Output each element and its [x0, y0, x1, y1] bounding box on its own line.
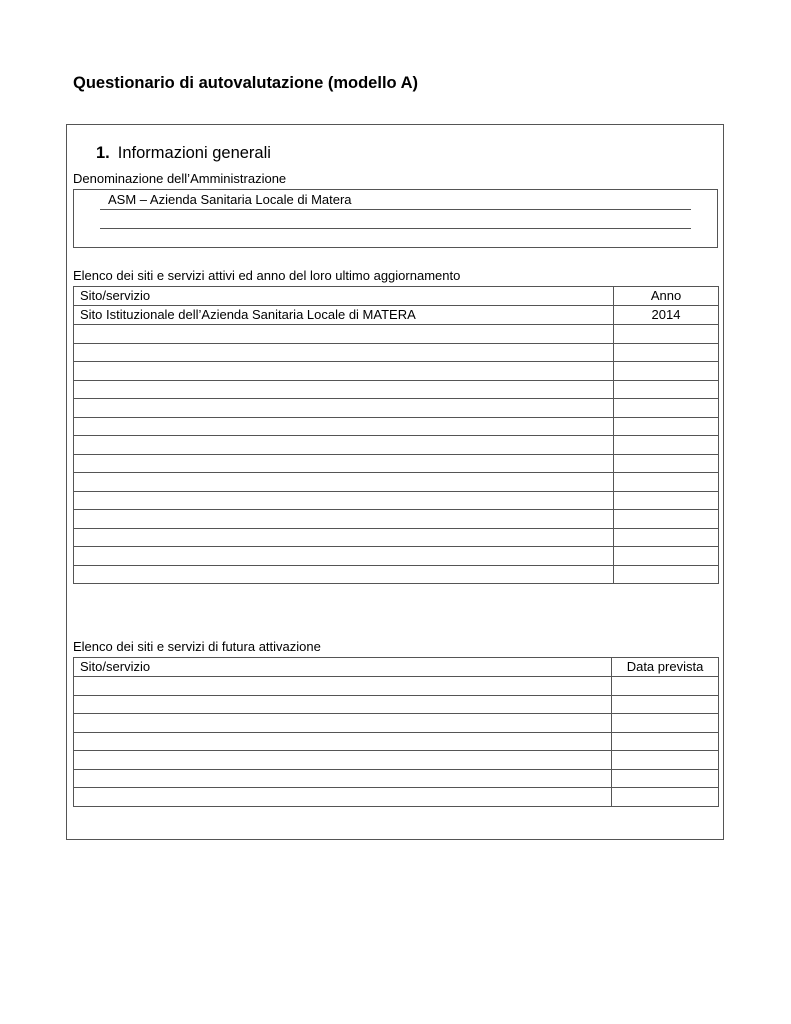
- table-row: [74, 732, 719, 751]
- column-header: Sito/servizio: [74, 658, 612, 677]
- siti-futuri-label: Elenco dei siti e servizi di futura attivazione: [73, 639, 321, 654]
- cell-sito-servizio: [74, 528, 614, 547]
- table-header-row: [74, 287, 719, 306]
- cell-anno: [614, 510, 719, 529]
- cell-sito-servizio: [74, 454, 614, 473]
- cell-anno: [614, 528, 719, 547]
- cell-sito-servizio: [74, 565, 614, 584]
- cell-sito-servizio: Sito Istituzionale dell’Azienda Sanitaria Locale di MATERA: [74, 306, 614, 325]
- column-header: Data prevista: [612, 658, 719, 677]
- cell-anno: [614, 380, 719, 399]
- cell-sito-servizio: [74, 362, 614, 381]
- table-row: [74, 380, 719, 399]
- cell-anno: 2014: [614, 306, 719, 325]
- cell-anno: [614, 343, 719, 362]
- cell-data-prevista: [612, 714, 719, 733]
- table-row: [74, 547, 719, 566]
- section-title: Informazioni generali: [117, 144, 271, 162]
- table-row: [74, 528, 719, 547]
- cell-anno: [614, 362, 719, 381]
- table-row: [74, 362, 719, 381]
- cell-sito-servizio: [74, 547, 614, 566]
- table-row: [74, 510, 719, 529]
- siti-futuri-table: [73, 657, 719, 807]
- table-row: [74, 399, 719, 418]
- table-row: [74, 325, 719, 344]
- table-row: [74, 454, 719, 473]
- cell-sito-servizio: [74, 417, 614, 436]
- denominazione-underline-1: [100, 209, 691, 210]
- table-row: [74, 343, 719, 362]
- section-number: 1.: [96, 144, 110, 162]
- column-header: Sito/servizio: [74, 287, 614, 306]
- cell-sito-servizio: [74, 399, 614, 418]
- cell-sito-servizio: [74, 343, 614, 362]
- cell-data-prevista: [612, 695, 719, 714]
- table-row: [74, 751, 719, 770]
- cell-sito-servizio: [74, 473, 614, 492]
- denominazione-underline-2: [100, 228, 691, 229]
- denominazione-box: [73, 189, 718, 248]
- cell-sito-servizio: [74, 769, 612, 788]
- table-row: [74, 788, 719, 807]
- table-row: [74, 417, 719, 436]
- table-row: [74, 565, 719, 584]
- cell-anno: [614, 325, 719, 344]
- siti-attivi-label: Elenco dei siti e servizi attivi ed anno del loro ultimo aggiornamento: [73, 268, 461, 283]
- document-title: Questionario di autovalutazione (modello A): [73, 74, 418, 92]
- cell-sito-servizio: [74, 491, 614, 510]
- siti-attivi-table: [73, 286, 719, 584]
- cell-sito-servizio: [74, 380, 614, 399]
- cell-anno: [614, 454, 719, 473]
- table-row: [74, 695, 719, 714]
- cell-anno: [614, 399, 719, 418]
- table-row: [74, 306, 719, 325]
- cell-anno: [614, 565, 719, 584]
- denominazione-label: Denominazione dell’Amministrazione: [73, 171, 287, 186]
- cell-data-prevista: [612, 769, 719, 788]
- cell-anno: [614, 417, 719, 436]
- cell-anno: [614, 436, 719, 455]
- cell-sito-servizio: [74, 510, 614, 529]
- cell-sito-servizio: [74, 325, 614, 344]
- cell-data-prevista: [612, 751, 719, 770]
- cell-data-prevista: [612, 732, 719, 751]
- cell-sito-servizio: [74, 732, 612, 751]
- table-header-row: [74, 658, 719, 677]
- cell-data-prevista: [612, 677, 719, 696]
- cell-anno: [614, 473, 719, 492]
- cell-sito-servizio: [74, 677, 612, 696]
- column-header: Anno: [614, 287, 719, 306]
- cell-sito-servizio: [74, 788, 612, 807]
- table-row: [74, 714, 719, 733]
- table-row: [74, 491, 719, 510]
- table-row: [74, 769, 719, 788]
- denominazione-line-1: ASM – Azienda Sanitaria Locale di Matera: [108, 192, 352, 207]
- table-row: [74, 677, 719, 696]
- cell-sito-servizio: [74, 436, 614, 455]
- cell-sito-servizio: [74, 714, 612, 733]
- table-row: [74, 473, 719, 492]
- cell-anno: [614, 491, 719, 510]
- cell-sito-servizio: [74, 751, 612, 770]
- cell-data-prevista: [612, 788, 719, 807]
- section-heading: [96, 144, 271, 163]
- table-row: [74, 436, 719, 455]
- cell-anno: [614, 547, 719, 566]
- cell-sito-servizio: [74, 695, 612, 714]
